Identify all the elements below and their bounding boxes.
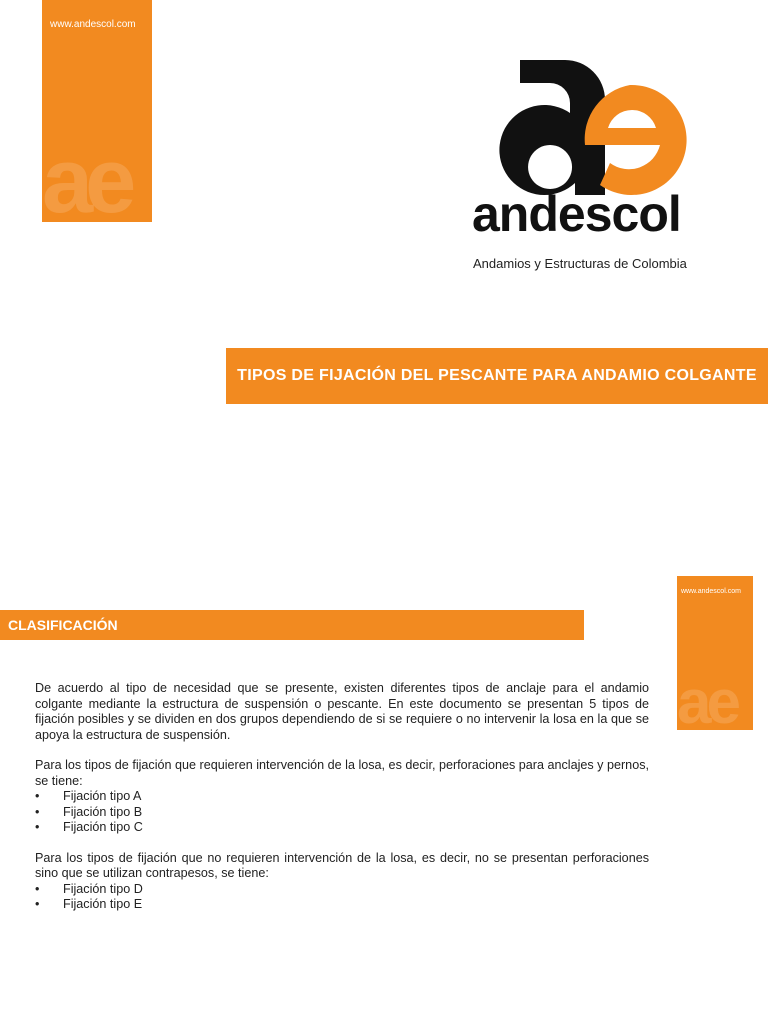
list-item: • Fijación tipo E <box>35 897 649 913</box>
list-item: • Fijación tipo A <box>35 789 649 805</box>
ae-logo-mark-icon <box>480 50 690 200</box>
paragraph: De acuerdo al tipo de necesidad que se presente, existen diferentes tipos de anclaje para el andamio colgante mediante la estructura de suspensión o pescante. En este documento se presentan 5 tipos de fijación posibles y se dividen en dos grupos dependiendo de si se requiere o no intervenir la losa en la que se apoya la estructura de suspensión. <box>35 681 649 742</box>
paragraph: Para los tipos de fijación que no requieren intervención de la losa, es decir, no se presentan perforaciones sino que se utilizan contrapesos, se tiene: <box>35 850 649 880</box>
section-heading: CLASIFICACIÓN <box>0 610 584 640</box>
section-body <box>35 681 649 928</box>
logo-watermark: ae <box>42 130 129 232</box>
paragraph: Para los tipos de fijación que requieren intervención de la losa, es decir, perforaciones para anclajes y pernos, se tiene: <box>35 758 649 788</box>
list-item: • Fijación tipo B <box>35 805 649 821</box>
list-item: • Fijación tipo D <box>35 882 649 898</box>
list-intervention <box>35 789 649 836</box>
list-item: • Fijación tipo C <box>35 820 649 836</box>
brand-side-panel <box>42 0 152 232</box>
list-no-intervention <box>35 882 649 913</box>
brand-side-panel-small <box>677 576 753 737</box>
website-url: www.andescol.com <box>681 588 741 595</box>
website-url: www.andescol.com <box>50 19 136 30</box>
brand-name: andescol <box>472 186 681 242</box>
brand-tagline: Andamios y Estructuras de Colombia <box>473 256 687 271</box>
logo-watermark: ae <box>677 668 736 737</box>
document-title: TIPOS DE FIJACIÓN DEL PESCANTE PARA ANDAMIO COLGANTE <box>226 348 768 404</box>
